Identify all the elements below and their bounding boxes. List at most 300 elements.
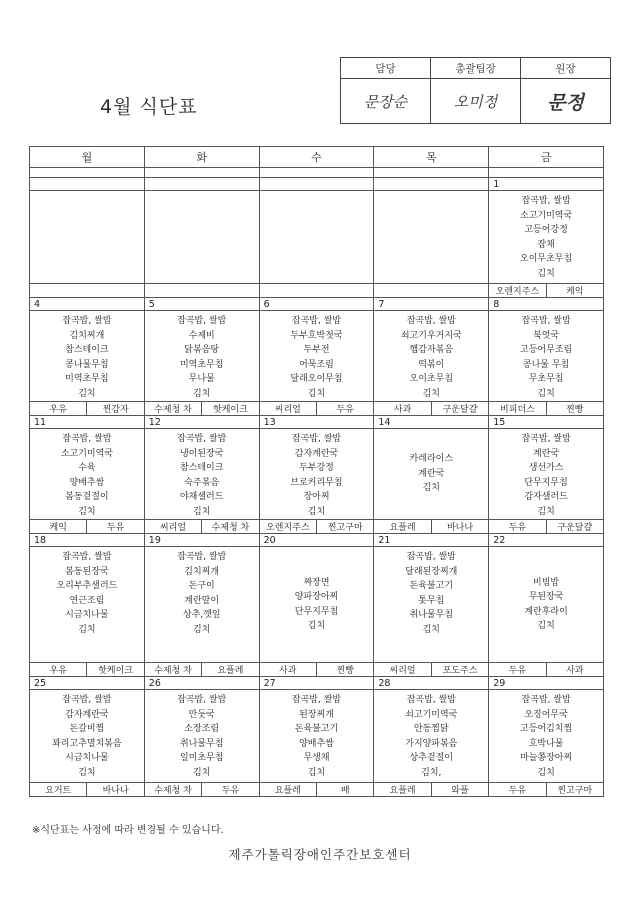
menu-item: 잡곡밥, 쌀밥: [291, 316, 342, 326]
menu-item: 잡곡밥, 쌀밥: [406, 695, 456, 705]
snack-item: 우유: [49, 405, 67, 415]
snack-cell: [489, 520, 604, 534]
menu-item: 시금치나물: [65, 753, 109, 763]
menu-item: 취나물무침: [179, 738, 224, 749]
snack-pair: [374, 520, 488, 533]
menu-item: 된장찌개: [299, 709, 334, 720]
menu-item: 김치: [78, 506, 96, 517]
menu-table: [29, 146, 604, 797]
menu-cell: [144, 547, 259, 663]
snack-item: 사과: [393, 405, 412, 415]
menu-item: 계란국: [533, 448, 560, 459]
center-name: 제주가톨릭장애인주간보호센터: [228, 847, 412, 862]
day-header-row: [30, 147, 604, 168]
change-notice: ※식단표는 사정에 따라 변경될 수 있습니다.: [32, 825, 224, 836]
snack-item: 요플레: [389, 523, 416, 533]
date-cell: 18: [30, 534, 145, 547]
menu-item: 톳무침: [418, 595, 445, 606]
menu-item: 김치: [307, 506, 326, 517]
date-cell: 28: [374, 677, 489, 690]
snack-cell: [144, 663, 259, 677]
snack-pair: [260, 663, 374, 676]
menu-item: 잡곡밥, 쌀밥: [177, 316, 227, 326]
approval-header-director: 원장: [521, 58, 611, 79]
date-cell: 14: [374, 416, 489, 429]
snack-item: 씨리얼: [389, 666, 416, 676]
snack-item: 구운달걀: [431, 402, 488, 415]
date-row: [30, 534, 604, 547]
menu-item: 달래오이무침: [290, 374, 343, 384]
snack-item: 두유: [508, 666, 527, 676]
snack-pair: [260, 284, 374, 297]
snack-item: 비피더스: [500, 405, 535, 415]
menu-item: 북엇국: [533, 330, 560, 341]
date-cell: 5: [144, 298, 259, 311]
menu-item: 계란국: [418, 468, 445, 479]
snack-item: 요플레: [274, 786, 301, 796]
date-cell: 15: [489, 416, 604, 429]
date-cell: 12: [144, 416, 259, 429]
menu-item: 봄동겉절이: [65, 492, 109, 502]
menu-item: 수제비: [188, 330, 215, 341]
menu-item: 김치: [537, 506, 555, 517]
menu-item: 떡볶이: [418, 359, 445, 370]
menu-item: 잡곡밥, 쌀밥: [521, 196, 571, 206]
menu-item: 잡곡밥, 쌀밥: [177, 552, 227, 562]
menu-item: 오이무초무침: [520, 254, 573, 264]
snack-pair: [374, 284, 488, 297]
snack-item: 포도주스: [431, 663, 488, 676]
menu-item: 짜장면: [303, 577, 330, 588]
menu-item: 오징어무국: [524, 709, 568, 720]
menu-item: 김치,: [421, 767, 442, 778]
snack-item: 요플레: [389, 786, 416, 796]
snack-item: 사과: [279, 666, 297, 676]
snack-item: 배: [316, 783, 373, 796]
menu-item: 김치: [537, 388, 555, 399]
menu-cell: [259, 690, 374, 783]
menu-item: 쇠고기우거지국: [400, 330, 462, 341]
snack-pair: [489, 783, 603, 796]
approval-table: [340, 57, 611, 124]
menu-cell: [259, 547, 374, 663]
date-row: [30, 677, 604, 690]
menu-item: 계란후라이: [524, 606, 568, 617]
menu-item: 계란말이: [184, 595, 220, 606]
menu-item: 고등어김치찜: [520, 724, 573, 734]
day-header: 화: [144, 147, 259, 168]
menu-item: 비빔밥: [533, 577, 560, 588]
snack-item: 두유: [508, 523, 527, 533]
approval-signature-manager: [341, 79, 431, 124]
snack-pair: [374, 783, 488, 796]
snack-cell: [374, 663, 489, 677]
date-cell: 13: [259, 416, 374, 429]
menu-cell: [489, 547, 604, 663]
snack-pair: [145, 663, 259, 676]
menu-item: 호박나물: [528, 738, 564, 749]
date-cell: 8: [489, 298, 604, 311]
menu-cell: [374, 311, 489, 402]
menu-item: 오이초무침: [409, 374, 454, 384]
menu-item: 카레라이스: [409, 454, 454, 465]
menu-item: 잡곡밥, 쌀밥: [521, 695, 571, 705]
snack-cell: [144, 520, 259, 534]
snack-item: 구운달걀: [546, 520, 603, 533]
snack-cell: [30, 663, 145, 677]
snack-item: 수제청 차: [201, 520, 258, 533]
menu-item: 콩나물 무침: [522, 359, 570, 370]
menu-item: 무된장국: [528, 592, 564, 602]
snack-item: 찐감자: [86, 402, 143, 415]
snack-cell: [30, 284, 145, 298]
snack-row: [30, 520, 604, 534]
menu-cell: [489, 690, 604, 783]
menu-item: 감자계란국: [65, 709, 109, 720]
snack-row: [30, 402, 604, 416]
snack-item: 요거트: [45, 786, 72, 796]
snack-row: [30, 783, 604, 797]
menu-item: 시금치나물: [65, 610, 109, 620]
menu-item: 콩나물무침: [65, 359, 109, 370]
snack-cell: [30, 783, 145, 797]
menu-item: 연근조림: [69, 595, 105, 606]
snack-item: 와플: [431, 783, 488, 796]
menu-row: [30, 690, 604, 783]
snack-cell: [489, 783, 604, 797]
menu-item: 김치: [78, 388, 96, 399]
menu-row: [30, 429, 604, 520]
menu-cell: [374, 429, 489, 520]
snack-pair: [260, 402, 374, 415]
menu-item: 브로커리무침: [290, 477, 343, 488]
menu-cell: [374, 547, 489, 663]
menu-cell: [30, 547, 145, 663]
menu-item: 참스테이크: [65, 345, 109, 355]
snack-cell: [489, 402, 604, 416]
snack-item: 오렌지주스: [495, 287, 540, 297]
date-cell: 6: [259, 298, 374, 311]
menu-item: 만둣국: [188, 709, 215, 720]
menu-item: 돈갈비찜: [69, 724, 105, 734]
menu-item: 미역초무침: [65, 374, 109, 384]
snack-pair: [489, 402, 603, 415]
snack-cell: [259, 284, 374, 298]
approval-signature-chief: [431, 79, 521, 124]
menu-item: 김치: [193, 506, 211, 517]
menu-cell: [489, 191, 604, 284]
snack-cell: [144, 402, 259, 416]
menu-cell: [374, 690, 489, 783]
menu-item: 잡곡밥, 쌀밥: [177, 434, 227, 444]
snack-cell: [30, 520, 145, 534]
menu-item: 김치: [78, 767, 96, 778]
menu-cell: [489, 311, 604, 402]
snack-pair: [489, 663, 603, 676]
menu-item: 봄동된장국: [65, 566, 109, 577]
menu-item: 김치: [307, 767, 326, 778]
approval-header-chief: 총괄팀장: [431, 58, 521, 79]
menu-item: 잡곡밥, 쌀밥: [177, 695, 227, 705]
snack-item: 두유: [86, 520, 143, 533]
snack-cell: [30, 402, 145, 416]
snack-pair: [489, 284, 603, 297]
snack-item: 사과: [546, 663, 603, 676]
menu-item: 참스테이크: [179, 463, 224, 473]
menu-item: 돈육불고기: [294, 724, 339, 734]
menu-item: 두부강정: [299, 463, 334, 473]
menu-item: 잡곡밥, 쌀밥: [62, 552, 112, 562]
snack-row: [30, 284, 604, 298]
menu-item: 김치: [537, 268, 555, 279]
date-cell: [259, 178, 374, 191]
snack-item: 찐고구마: [316, 520, 373, 533]
date-cell: 7: [374, 298, 489, 311]
snack-cell: [374, 284, 489, 298]
menu-item: 숙주볶음: [184, 477, 220, 488]
menu-item: 햄감자볶음: [409, 345, 454, 355]
menu-cell: [144, 690, 259, 783]
snack-pair: [260, 520, 374, 533]
snack-pair: [145, 520, 259, 533]
approval-header-manager: 담당: [341, 58, 431, 79]
snack-item: 핫케이크: [86, 663, 143, 676]
menu-item: 잡곡밥, 쌀밥: [62, 316, 112, 326]
menu-item: 잡곡밥, 쌀밥: [521, 316, 571, 326]
menu-item: 돈구이: [188, 581, 215, 591]
menu-item: 잡채: [537, 239, 555, 250]
menu-item: 김치: [422, 483, 440, 494]
menu-row: [30, 311, 604, 402]
snack-cell: [259, 520, 374, 534]
menu-item: 무생채: [303, 753, 330, 763]
menu-item: 김치: [193, 388, 211, 399]
snack-cell: [259, 783, 374, 797]
day-header: 금: [489, 147, 604, 168]
snack-cell: [489, 284, 604, 298]
date-cell: [144, 178, 259, 191]
spacer-cell: [259, 168, 374, 178]
menu-item: 생선가스: [528, 463, 564, 473]
menu-item: 장아찌: [303, 492, 330, 502]
snack-cell: [374, 783, 489, 797]
menu-item: 잡곡밥, 쌀밥: [291, 434, 342, 444]
menu-row: [30, 191, 604, 284]
menu-item: 돈육불고기: [409, 581, 454, 591]
menu-item: 오리부추샐러드: [56, 581, 118, 591]
snack-cell: [489, 663, 604, 677]
snack-pair: [145, 783, 259, 796]
menu-cell: [30, 311, 145, 402]
menu-item: 안동찜닭: [413, 724, 449, 734]
menu-item: 닭볶음탕: [184, 345, 220, 355]
snack-item: 수제청 차: [154, 405, 192, 415]
snack-row: [30, 663, 604, 677]
menu-item: 김치: [193, 767, 211, 778]
menu-item: 소고기미역국: [520, 210, 573, 221]
menu-item: 잡곡밥, 쌀밥: [521, 434, 571, 444]
snack-cell: [374, 402, 489, 416]
date-cell: 22: [489, 534, 604, 547]
date-row: [30, 178, 604, 191]
menu-item: 꽈리고추멸치볶음: [52, 738, 122, 749]
menu-item: 김치: [422, 388, 440, 399]
snack-pair: [30, 783, 144, 796]
snack-cell: [144, 284, 259, 298]
menu-item: 가지양파볶음: [405, 738, 458, 749]
snack-item: 두유: [508, 786, 527, 796]
snack-item: 요플레: [201, 663, 258, 676]
menu-item: 달래된장찌개: [405, 566, 458, 577]
menu-item: 양배추쌈: [69, 477, 105, 488]
menu-item: 쇠고기미역국: [405, 709, 458, 720]
menu-cell: [144, 191, 259, 284]
signature: 오미정: [453, 92, 498, 111]
menu-item: 두부전: [303, 345, 330, 355]
date-row: [30, 298, 604, 311]
menu-item: 두부호박젓국: [290, 330, 343, 341]
menu-item: 잡곡밥, 쌀밥: [62, 695, 112, 705]
snack-item: 수제청 차: [154, 666, 192, 676]
date-cell: 19: [144, 534, 259, 547]
snack-pair: [30, 663, 144, 676]
menu-item: 김치: [537, 767, 555, 778]
menu-item: 잡곡밥, 쌀밥: [406, 552, 456, 562]
snack-item: 케익: [546, 284, 603, 297]
menu-cell: [30, 690, 145, 783]
menu-item: 김치: [193, 624, 211, 635]
menu-cell: [144, 311, 259, 402]
snack-item: 두유: [201, 783, 258, 796]
spacer-cell: [374, 168, 489, 178]
snack-pair: [30, 520, 144, 533]
snack-pair: [145, 402, 259, 415]
menu-item: 김치: [307, 388, 326, 399]
menu-item: 미역초무침: [179, 359, 224, 370]
approval-signature-director: [521, 79, 611, 124]
spacer-row: [30, 168, 604, 178]
snack-pair: [30, 402, 144, 415]
menu-item: 취나물무침: [409, 610, 454, 620]
menu-item: 김치: [307, 621, 326, 631]
snack-pair: [260, 783, 374, 796]
snack-item: 씨리얼: [159, 523, 187, 533]
menu-item: 단무지무침: [294, 606, 339, 617]
date-cell: 20: [259, 534, 374, 547]
day-header: 목: [374, 147, 489, 168]
menu-item: 상추,깻잎: [182, 610, 221, 620]
menu-item: 잡곡밥, 쌀밥: [62, 434, 112, 444]
date-cell: 29: [489, 677, 604, 690]
snack-item: 우유: [49, 666, 67, 676]
snack-item: 핫케이크: [201, 402, 258, 415]
date-row: [30, 416, 604, 429]
menu-item: 양파장아찌: [294, 592, 339, 602]
snack-cell: [144, 783, 259, 797]
menu-item: 양배추쌈: [299, 738, 334, 749]
menu-item: 김치: [78, 624, 96, 635]
date-cell: 26: [144, 677, 259, 690]
menu-item: 고등어무조림: [520, 345, 573, 355]
snack-pair: [489, 520, 603, 533]
date-cell: 25: [30, 677, 145, 690]
menu-item: 김치찌개: [69, 330, 105, 341]
date-cell: 11: [30, 416, 145, 429]
spacer-cell: [144, 168, 259, 178]
menu-item: 무초무침: [528, 374, 564, 384]
snack-item: 찐고구마: [546, 783, 603, 796]
day-header: 월: [30, 147, 145, 168]
day-header: 수: [259, 147, 374, 168]
menu-cell: [259, 429, 374, 520]
menu-item: 무나물: [188, 374, 215, 384]
menu-item: 마늘쫑장아찌: [520, 753, 573, 763]
menu-cell: [489, 429, 604, 520]
menu-item: 잡곡밥, 쌀밥: [291, 695, 342, 705]
menu-item: 김치: [422, 624, 440, 635]
menu-cell: [144, 429, 259, 520]
snack-item: 바나나: [431, 520, 488, 533]
snack-pair: [374, 402, 488, 415]
snack-item: 두유: [316, 402, 373, 415]
snack-item: 케익: [49, 523, 67, 533]
snack-cell: [259, 663, 374, 677]
menu-item: 고등어강정: [524, 225, 568, 235]
snack-item: 찐빵: [546, 402, 603, 415]
date-cell: [374, 178, 489, 191]
menu-cell: [374, 191, 489, 284]
spacer-cell: [489, 168, 604, 178]
snack-item: 찐빵: [316, 663, 373, 676]
snack-cell: [374, 520, 489, 534]
menu-item: 수육: [78, 463, 96, 473]
menu-item: 소고기미역국: [60, 448, 113, 459]
menu-row: [30, 547, 604, 663]
snack-cell: [259, 402, 374, 416]
menu-item: 어묵조림: [299, 359, 334, 370]
menu-item: 감자계란국: [294, 448, 339, 459]
menu-cell: [30, 429, 145, 520]
menu-item: 냉이된장국: [179, 448, 224, 459]
menu-item: 일미초무침: [179, 753, 224, 763]
snack-item: 오렌지주스: [266, 523, 310, 533]
snack-item: 바나나: [86, 783, 143, 796]
menu-item: 김치: [537, 621, 555, 631]
menu-item: 잡곡밥, 쌀밥: [406, 316, 456, 326]
snack-pair: [374, 663, 488, 676]
snack-item: 씨리얼: [274, 405, 301, 415]
snack-pair: [145, 284, 259, 297]
date-cell: 21: [374, 534, 489, 547]
date-cell: 27: [259, 677, 374, 690]
menu-item: 상추겉절이: [409, 753, 454, 763]
menu-cell: [259, 311, 374, 402]
menu-item: 야채샐러드: [179, 492, 224, 502]
menu-cell: [259, 191, 374, 284]
snack-item: 수제청 차: [154, 786, 192, 796]
date-cell: 4: [30, 298, 145, 311]
menu-item: 김치찌개: [184, 566, 220, 577]
menu-item: 소장조림: [184, 724, 220, 734]
snack-pair: [30, 284, 144, 297]
page-title: 4월 식단표: [100, 96, 198, 118]
menu-item: 감자샐러드: [524, 492, 568, 502]
date-cell: [30, 178, 145, 191]
signature: 문정: [547, 91, 584, 114]
date-cell: 1: [489, 178, 604, 191]
menu-cell: [30, 191, 145, 284]
menu-item: 단무지무침: [524, 477, 568, 488]
